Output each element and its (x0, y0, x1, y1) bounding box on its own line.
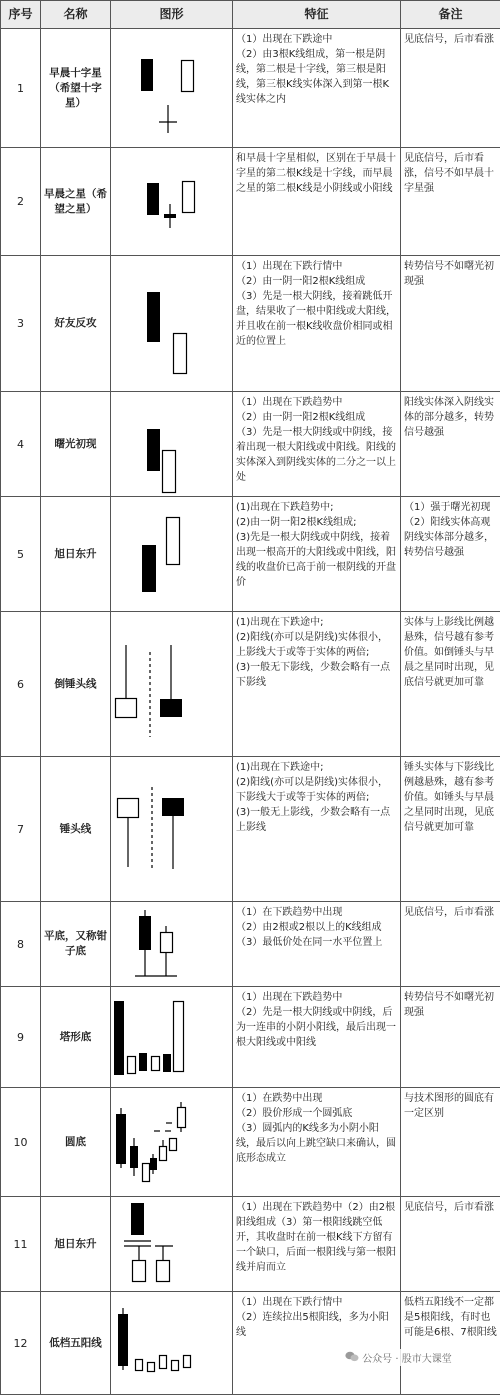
pattern-name: 锤头线 (41, 757, 111, 902)
pattern-figure (111, 148, 233, 256)
pattern-features (233, 902, 401, 987)
pattern-figure (111, 987, 233, 1088)
header-row (1, 1, 500, 29)
table-row (1, 612, 500, 757)
feature-line: (2)阳线(亦可以是阴线)实体很小，下影线大于或等于实体的两倍; (236, 775, 397, 805)
pattern-figure (111, 392, 233, 497)
pattern-figure (111, 902, 233, 987)
table-row (1, 902, 500, 987)
pattern-name: 塔形底 (41, 987, 111, 1088)
header-figure: 图形 (111, 1, 233, 29)
feature-line: (3)一般无上影线，少数会略有一点上影线 (236, 805, 397, 835)
feature-line: (2)由一阴一阳2根K线组成; (236, 515, 397, 530)
table-row (1, 256, 500, 392)
note-line: 与技术图形的圆底有一定区别 (404, 1091, 497, 1121)
pattern-name: 早晨之星（希望之星） (41, 148, 111, 256)
pattern-figure (111, 497, 233, 612)
feature-line: （2）由一阴一阳2根K线组成 (236, 410, 397, 425)
rounding-bottom-figure (111, 1088, 233, 1196)
note-line: 实体与上影线比例越悬殊，信号越有参考价值。如倒锤头与早晨之星同时出现，见底信号就更加可靠 (404, 615, 497, 690)
hammer-figure (111, 757, 233, 901)
pattern-features (233, 392, 401, 497)
table-row (1, 987, 500, 1088)
feature-line: （3）先是一根大阴线，接着跳低开盘，结果收了一根中阳线或大阳线，并且收在前一根K线收盘价相同或相近的位置上 (236, 289, 397, 349)
note-line: （1）强于曙光初现 (404, 500, 497, 515)
note-line: 见底信号，后市看涨，信号不如早晨十字星强 (404, 151, 497, 196)
pattern-figure (111, 757, 233, 902)
pattern-notes (401, 612, 500, 757)
feature-line: （1）出现在下跌行情中 (236, 1295, 397, 1310)
pattern-features (233, 148, 401, 256)
header-features: 特征 (233, 1, 401, 29)
pattern-name: 好友反攻 (41, 256, 111, 392)
table-row (1, 1197, 500, 1292)
feature-line: （3）最低价处在同一水平位置上 (236, 935, 397, 950)
row-number: 8 (1, 902, 41, 987)
feature-line: （2）连续拉出5根阳线，多为小阳线 (236, 1310, 397, 1340)
feature-line: (1)出现在下跌途中; (236, 760, 397, 775)
feature-line: （2）由3根K线组成，第一根是阴线，第二根是十字线，第三根是阳线，第三根K线实体深入到第一根K线实体之内 (236, 47, 397, 107)
pattern-notes (401, 902, 500, 987)
row-number: 1 (1, 29, 41, 148)
tweezer-bottom-figure (111, 902, 233, 986)
note-line: 见底信号，后市看涨 (404, 905, 497, 920)
note-line: 阳线实体深入阴线实体的部分越多，转势信号越强 (404, 395, 497, 440)
note-line: （2）阳线实体高观阴线实体部分越多，转势信号越强 (404, 515, 497, 560)
morning-doji-star-figure (111, 29, 233, 147)
pattern-notes (401, 497, 500, 612)
low-five-yang-figure (111, 1292, 233, 1394)
feature-line: （3）先是一根大阴线或中阴线，接着出现一根大阳线或中阳线。阳线的实体深入到阴线实体的二分之一以上处 (236, 425, 397, 485)
pattern-features (233, 1197, 401, 1292)
note-line: 见底信号，后市看涨 (404, 32, 497, 47)
pattern-notes (401, 256, 500, 392)
pattern-notes (401, 148, 500, 256)
tower-bottom-figure (111, 987, 233, 1087)
pattern-figure (111, 1197, 233, 1292)
row-number: 9 (1, 987, 41, 1088)
row-number: 2 (1, 148, 41, 256)
feature-line: （1）出现在下跌途中 (236, 32, 397, 47)
pattern-notes (401, 1292, 500, 1395)
feature-line: （1）出现在下跌趋势中（2）由2根阳线组成（3）第一根阳线跳空低开，其收盘时在前一根K线下方留有一个缺口，后面一根阳线与第一根阳线并肩而立 (236, 1200, 397, 1275)
header-index: 序号 (1, 1, 41, 29)
pattern-notes (401, 29, 500, 148)
feature-line: (3)先是一根大阴线或中阴线，接着出现一根高开的大阳线或中阳线，阳线的收盘价已高于前一根阴线的开盘价 (236, 530, 397, 590)
pattern-features (233, 256, 401, 392)
pattern-name: 旭日东升 (41, 1197, 111, 1292)
pattern-features (233, 1292, 401, 1395)
feature-line: （2）由一阴一阳2根K线组成 (236, 274, 397, 289)
table-row (1, 1292, 500, 1395)
piercing-line-figure (111, 392, 233, 496)
watermark (342, 1349, 455, 1366)
pattern-notes (401, 987, 500, 1088)
inverted-hammer-figure (111, 612, 233, 756)
table-row (1, 757, 500, 902)
pattern-name: 早晨十字星（希望十字星） (41, 29, 111, 148)
pattern-figure (111, 1292, 233, 1395)
row-number: 10 (1, 1088, 41, 1197)
pattern-notes (401, 392, 500, 497)
header-name: 名称 (41, 1, 111, 29)
feature-line: (1)出现在下跌途中; (236, 615, 397, 630)
feature-line: （3）圆弧内的K线多为小阴小阳线，最后以向上跳空缺口来确认，圆底形态成立 (236, 1121, 397, 1166)
pattern-figure (111, 29, 233, 148)
feature-line: (3)一般无下影线，少数会略有一点下影线 (236, 660, 397, 690)
row-number: 7 (1, 757, 41, 902)
header-notes: 备注 (401, 1, 500, 29)
pattern-features (233, 612, 401, 757)
pattern-notes (401, 1197, 500, 1292)
side-by-side-white-lines-figure (111, 1197, 233, 1291)
table-row (1, 29, 500, 148)
pattern-notes (401, 757, 500, 902)
pattern-features (233, 987, 401, 1088)
table-row (1, 148, 500, 256)
note-line: 锤头实体与下影线比例越悬殊，越有参考价值。如锤头与早晨之星同时出现，见底信号就更加可靠 (404, 760, 497, 835)
row-number: 12 (1, 1292, 41, 1395)
friendly-counterattack-figure (111, 256, 233, 391)
note-line: 低档五阳线不一定都是5根阳线，有时也可能是6根、7根阳线 (404, 1295, 497, 1340)
pattern-name: 平底，又称钳子底 (41, 902, 111, 987)
pattern-features (233, 757, 401, 902)
row-number: 6 (1, 612, 41, 757)
note-line: 见底信号，后市看涨 (404, 1200, 497, 1215)
note-line: 转势信号不如曙光初现强 (404, 990, 497, 1020)
feature-line: （2）先是一根大阴线或中阴线，后为一连串的小阴小阳线，最后出现一根大阳线或中阳线 (236, 1005, 397, 1050)
feature-line: （1）出现在下跌行情中 (236, 259, 397, 274)
pattern-name: 圆底 (41, 1088, 111, 1197)
table-row (1, 392, 500, 497)
pattern-name: 旭日东升 (41, 497, 111, 612)
feature-line: （1）出现在下跌趋势中 (236, 990, 397, 1005)
pattern-notes (401, 1088, 500, 1197)
feature-line: （1）在跌势中出现 (236, 1091, 397, 1106)
pattern-features (233, 1088, 401, 1197)
pattern-name: 低档五阳线 (41, 1292, 111, 1395)
feature-line: （2）由2根或2根以上的K线组成 (236, 920, 397, 935)
row-number: 4 (1, 392, 41, 497)
row-number: 5 (1, 497, 41, 612)
table-row (1, 497, 500, 612)
pattern-figure (111, 1088, 233, 1197)
feature-line: （1）出现在下跌趋势中 (236, 395, 397, 410)
feature-line: （2）股价形成一个圆弧底 (236, 1106, 397, 1121)
pattern-figure (111, 256, 233, 392)
row-number: 11 (1, 1197, 41, 1292)
morning-star-figure (111, 148, 233, 255)
pattern-features (233, 497, 401, 612)
feature-line: (2)阳线(亦可以是阴线)实体很小，上影线大于或等于实体的两倍; (236, 630, 397, 660)
pattern-name: 倒锤头线 (41, 612, 111, 757)
row-number: 3 (1, 256, 41, 392)
pattern-name: 曙光初现 (41, 392, 111, 497)
pattern-features (233, 29, 401, 148)
rising-sun-figure (111, 497, 233, 611)
wechat-icon (345, 1354, 362, 1365)
feature-line: （1）在下跌趋势中出现 (236, 905, 397, 920)
note-line: 转势信号不如曙光初现强 (404, 259, 497, 289)
table-row (1, 1088, 500, 1197)
watermark-text: 公众号 · 股市大课堂 (362, 1354, 452, 1365)
pattern-figure (111, 612, 233, 757)
feature-line: 和早晨十字星相似，区别在于早晨十字星的第二根K线是十字线，而早晨之星的第二根K线是小阴线或小阳线 (236, 151, 397, 196)
feature-line: (1)出现在下跌趋势中; (236, 500, 397, 515)
